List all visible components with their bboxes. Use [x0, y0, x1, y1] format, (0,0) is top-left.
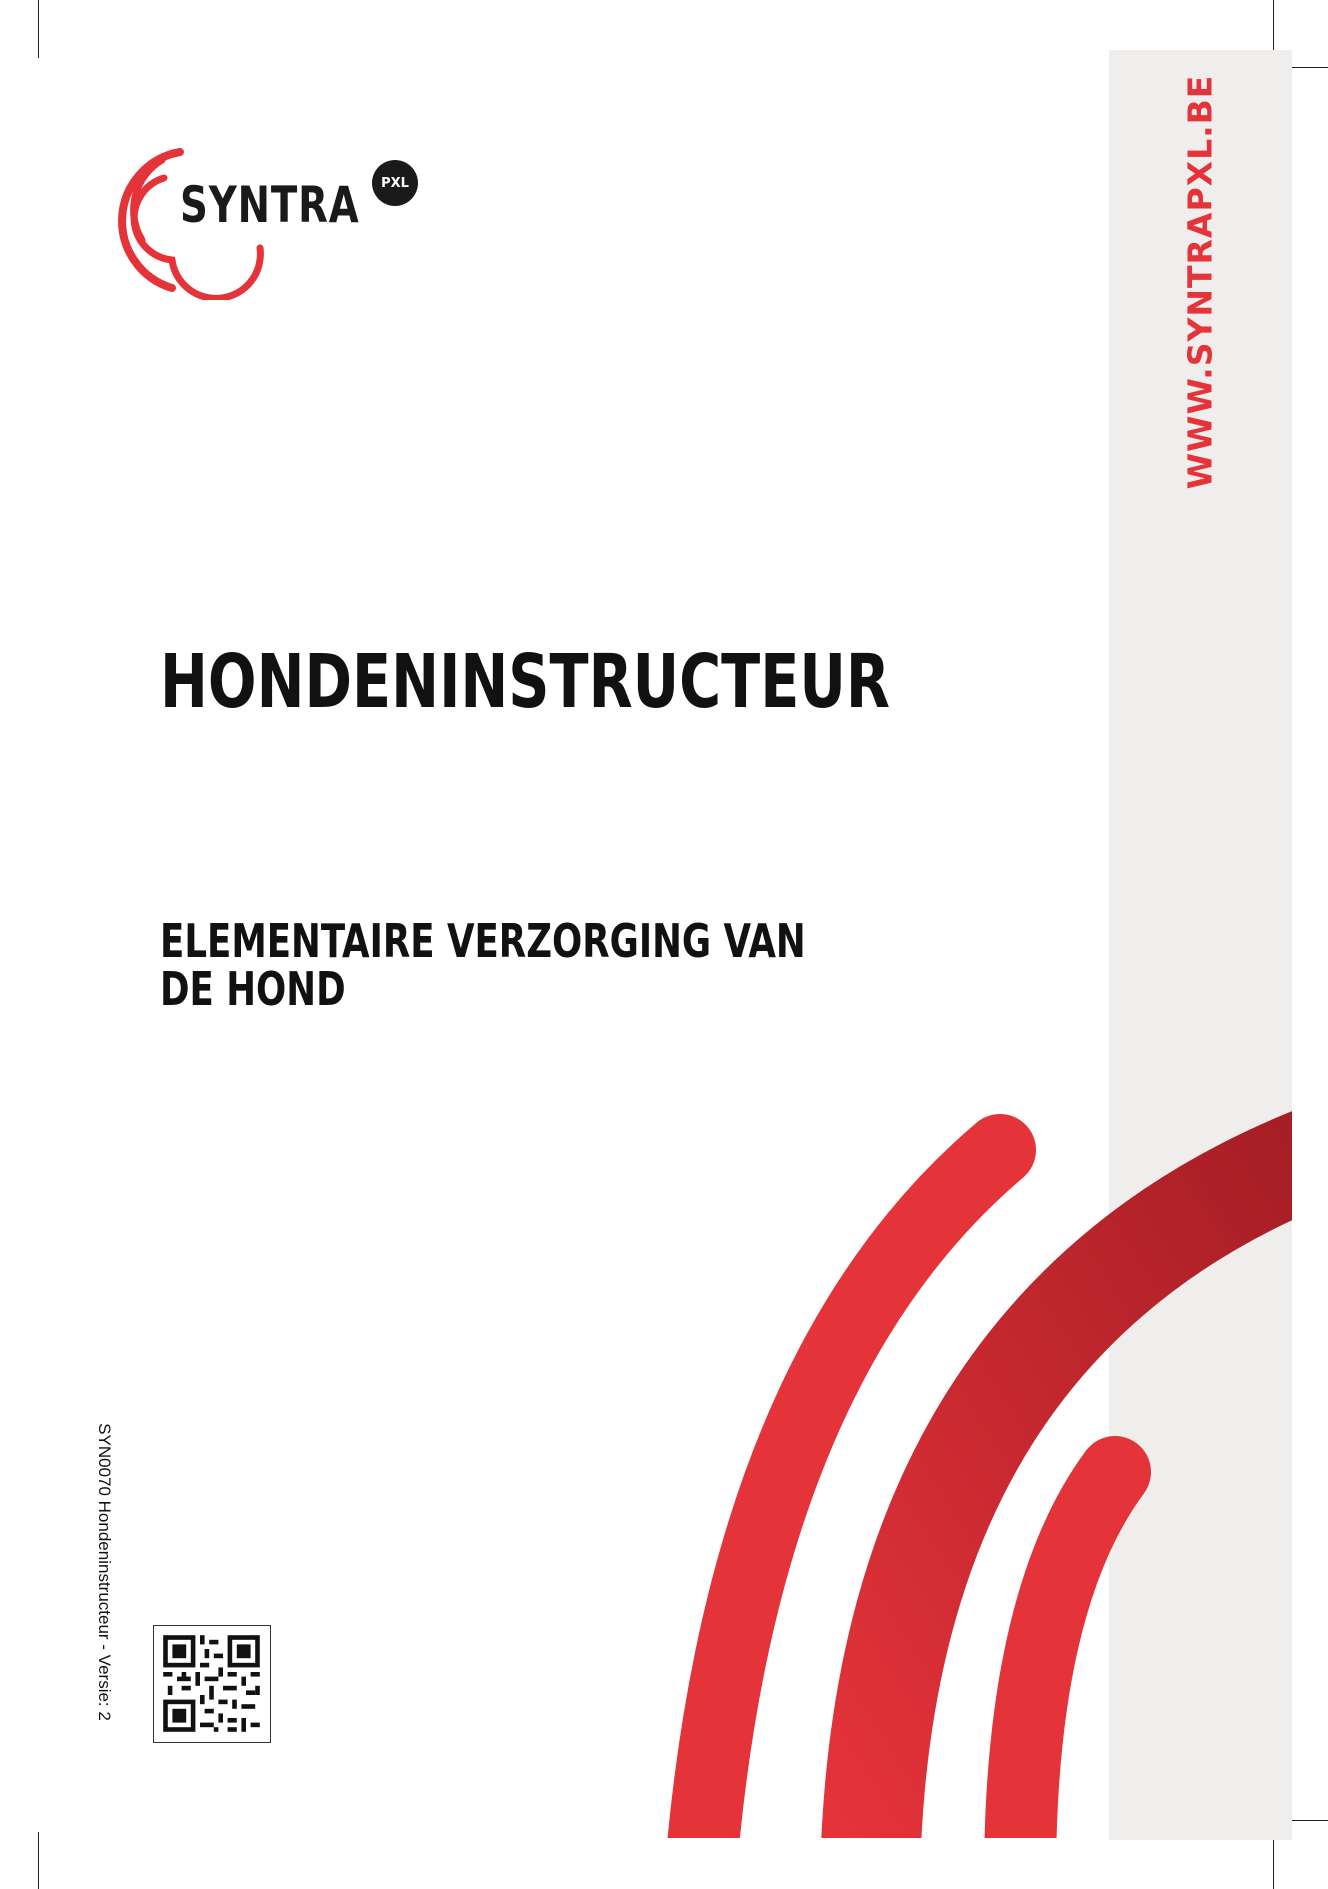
page-subtitle: ELEMENTAIRE VERZORGING VAN DE HOND: [160, 914, 806, 1016]
page-title: HONDENINSTRUCTEUR: [160, 639, 890, 725]
syntra-logo: [110, 140, 420, 300]
arc-inner: [1020, 1472, 1115, 1880]
qr-code-icon: [153, 1625, 271, 1743]
document-code: SYN0070 Hondeninstructeur - Versie: 2: [95, 1423, 114, 1721]
logo-badge: PXL: [372, 160, 418, 206]
logo-wordmark: SYNTRA: [180, 176, 360, 234]
website-url: WWW.SYNTRAPXL.BE: [1180, 74, 1220, 490]
